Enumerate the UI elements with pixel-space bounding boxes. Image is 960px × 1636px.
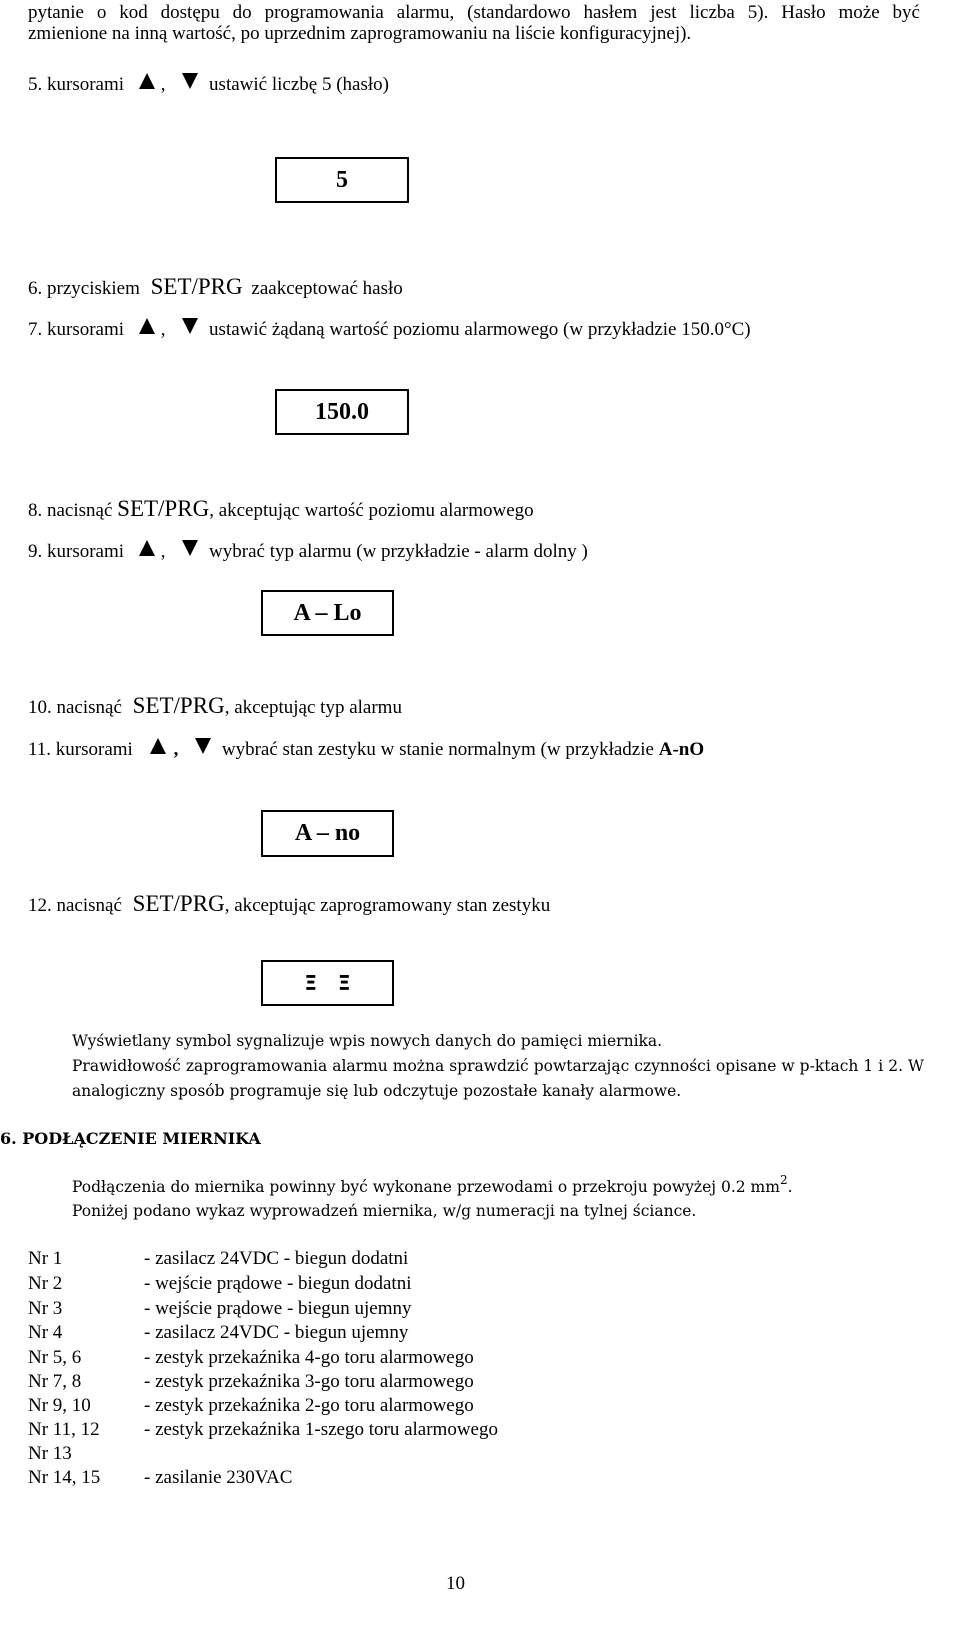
step-6 xyxy=(28,276,403,300)
step-11 xyxy=(28,738,704,761)
page-number: 10 xyxy=(446,1573,465,1594)
pin-nr: Nr 4 xyxy=(28,1322,63,1343)
step-9 xyxy=(28,540,588,563)
display-alarm-type-value: A – Lo xyxy=(293,599,362,626)
step-5 xyxy=(28,73,389,96)
pin-nr: Nr 13 xyxy=(28,1443,72,1464)
step-7-text: 7. kursorami xyxy=(28,319,125,340)
step-11-text: 11. kursorami xyxy=(28,739,133,760)
pin-nr: Nr 7, 8 xyxy=(28,1371,82,1392)
pin-desc: - zestyk przekaźnika 1-szego toru alarmowego xyxy=(144,1419,498,1440)
display-saved-symbol-value: Ξ Ξ xyxy=(304,971,351,995)
pin-desc: - wejście prądowe - biegun ujemny xyxy=(144,1298,412,1319)
display-alarm-type xyxy=(261,590,394,636)
pin-desc: - zestyk przekaźnika 3-go toru alarmowego xyxy=(144,1371,474,1392)
step-11-rest: wybrać stan zestyku w stanie normalnym (w przykładzie xyxy=(221,739,654,760)
intro-line-2: zmienione na inną wartość, po uprzednim zaprogramowaniu na liście konfiguracyjnej). xyxy=(28,23,692,44)
step-9-rest: wybrać typ alarmu (w przykładzie - alarm dolny ) xyxy=(209,541,588,562)
set-prg-key-label: SET/PRG xyxy=(150,274,243,299)
pin-nr: Nr 3 xyxy=(28,1298,63,1319)
step-5-rest: ustawić liczbę 5 (hasło) xyxy=(209,74,389,95)
step-5-separator: , xyxy=(160,74,166,95)
step-10 xyxy=(28,695,402,719)
pin-desc: - zestyk przekaźnika 2-go toru alarmowego xyxy=(144,1395,474,1416)
display-alarm-level xyxy=(275,389,409,435)
section-title: 6. PODŁĄCZENIE MIERNIKA xyxy=(0,1129,261,1148)
step-11-separator: , xyxy=(173,739,179,760)
pin-nr: Nr 14, 15 xyxy=(28,1467,101,1488)
step-12-post: , akceptując zaprogramowany stan zestyku xyxy=(224,895,551,916)
step-10-pre: 10. nacisnąć xyxy=(28,697,122,718)
pin-nr: Nr 5, 6 xyxy=(28,1347,82,1368)
display-saved-symbol xyxy=(261,960,394,1006)
pin-desc: - zasilacz 24VDC - biegun ujemny xyxy=(144,1322,409,1343)
display-contact-state-value: A – no xyxy=(294,820,361,846)
intro-line-1: pytanie o kod dostępu do programowania alarmu, (standardowo hasłem jest liczba 5). Hasło może być xyxy=(28,2,920,23)
step-8 xyxy=(28,498,534,522)
step-10-post: , akceptując typ alarmu xyxy=(224,697,402,718)
pin-nr: Nr 1 xyxy=(28,1248,63,1269)
note-check: Prawidłowość zaprogramowania alarmu można sprawdzić powtarzając czynności opisane w p-ktach 1 i 2. W analogiczny sposób programuje się lub odczytuje pozostałe kanały alarmowe. xyxy=(72,1057,924,1100)
step-7 xyxy=(28,318,751,341)
display-contact-state xyxy=(261,810,394,857)
pin-desc: - zestyk przekaźnika 4-go toru alarmowego xyxy=(144,1347,474,1368)
arrow-up-icon xyxy=(150,738,166,754)
superscript: 2 xyxy=(779,1173,788,1187)
display-alarm-level-value: 150.0 xyxy=(315,398,369,425)
pin-desc: - zasilacz 24VDC - biegun dodatni xyxy=(144,1248,409,1269)
arrow-down-icon xyxy=(195,738,211,754)
arrow-up-icon xyxy=(139,73,155,89)
step-7-rest: ustawić żądaną wartość poziomu alarmowego (w przykładzie 150.0°C) xyxy=(209,319,751,340)
step-7-separator: , xyxy=(160,319,166,340)
step-12 xyxy=(28,893,550,917)
section-paragraph-2: Poniżej podano wykaz wyprowadzeń miernika, w/g numeracji na tylnej ściance. xyxy=(72,1202,697,1220)
pin-nr: Nr 9, 10 xyxy=(28,1395,91,1416)
pin-nr: Nr 2 xyxy=(28,1273,63,1294)
set-prg-key-label: SET/PRG xyxy=(132,891,225,916)
step-11-bold-value: A-nO xyxy=(658,739,705,760)
arrow-down-icon xyxy=(182,540,198,556)
section-paragraph-1-text: Podłączenia do miernika powinny być wykonane przewodami o przekroju powyżej 0.2 mm xyxy=(72,1178,780,1196)
pin-desc: - zasilanie 230VAC xyxy=(144,1467,293,1488)
step-6-pre: 6. przyciskiem xyxy=(28,278,140,299)
arrow-up-icon xyxy=(139,318,155,334)
section-paragraph-1 xyxy=(72,1173,793,1198)
set-prg-key-label: SET/PRG xyxy=(132,693,225,718)
step-9-separator: , xyxy=(160,541,166,562)
step-6-post: zaakceptować hasło xyxy=(251,278,403,299)
display-password xyxy=(275,157,409,203)
arrow-down-icon xyxy=(182,318,198,334)
section-paragraph-1-end: . xyxy=(787,1178,793,1196)
note-symbol: Wyświetlany symbol sygnalizuje wpis nowych danych do pamięci miernika. xyxy=(72,1032,663,1050)
arrow-down-icon xyxy=(182,73,198,89)
set-prg-key-label: SET/PRG xyxy=(117,496,210,521)
step-8-pre: 8. nacisnąć xyxy=(28,500,113,521)
pin-nr: Nr 11, 12 xyxy=(28,1419,100,1440)
arrow-up-icon xyxy=(139,540,155,556)
step-8-post: , akceptując wartość poziomu alarmowego xyxy=(209,500,534,521)
step-5-text: 5. kursorami xyxy=(28,74,125,95)
step-12-pre: 12. nacisnąć xyxy=(28,895,122,916)
step-9-text: 9. kursorami xyxy=(28,541,125,562)
display-password-value: 5 xyxy=(336,166,348,193)
pin-desc: - wejście prądowe - biegun dodatni xyxy=(144,1273,412,1294)
